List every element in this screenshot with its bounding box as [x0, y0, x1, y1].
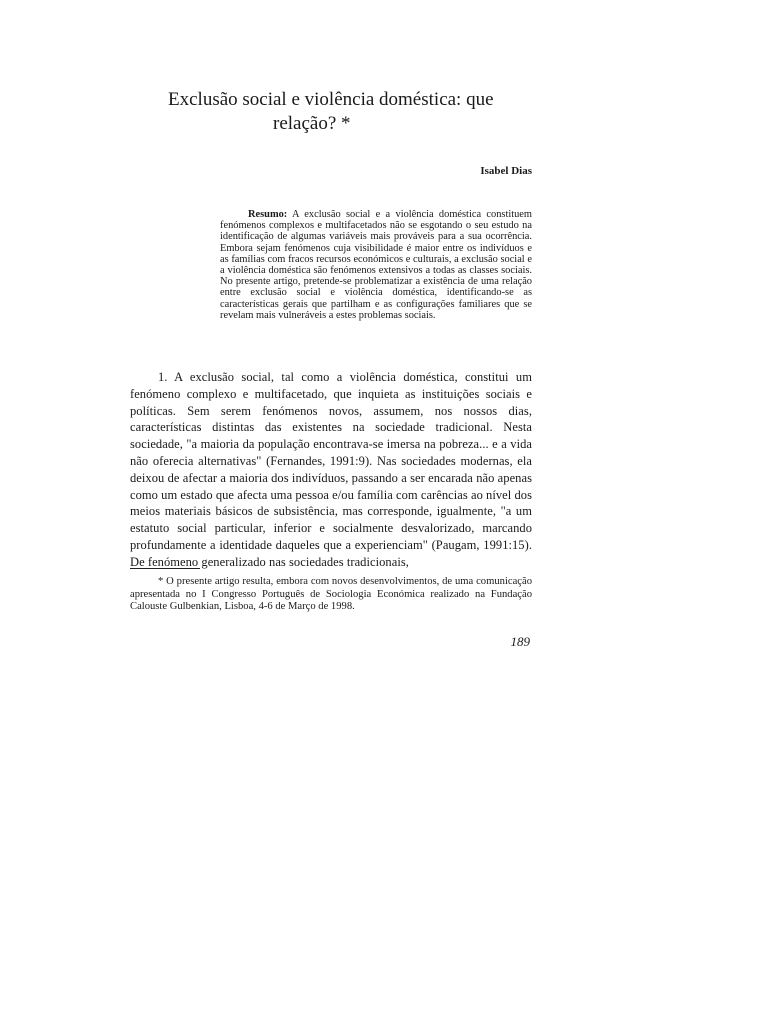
abstract — [220, 209, 532, 321]
footnote — [130, 576, 532, 614]
abstract-label: Resumo: — [248, 209, 288, 220]
article-title-line-1: Exclusão social e violência doméstica: que — [168, 89, 494, 110]
footnote-separator — [130, 568, 200, 569]
article-title-line-2: relação? * — [273, 113, 351, 134]
page-number: 189 — [510, 634, 530, 649]
body-text — [130, 369, 532, 571]
abstract-text: A exclusão social e a violência doméstica constituem fenómenos complexos e multifacetados não se esgotando o seu estudo na identificação de algumas variáveis mais prováveis para a sua ocorrência. Embora sejam fenómenos cuja visibilidade é maior entre os indivíduos e as famílias com fracos recursos económicos e culturais, a exclusão social e a violência doméstica são fenómenos extensivos a todas as classes sociais. No presente artigo, pretende-se problematizar a existência de uma relação entre exclusão social e violência doméstica, identificando-se as características gerais que partilham e as configurações familiares que se revelam mais vulneráveis a estes problemas sociais. — [220, 209, 532, 321]
article-title — [140, 88, 550, 136]
author-name: Isabel Dias — [480, 165, 532, 177]
body-paragraph-1: 1. A exclusão social, tal como a violência doméstica, constitui um fenómeno complexo e multifacetado, que inquieta as instituições sociais e políticas. Sem serem fenómenos novos, assumem, nos nossos dias, características distintas das existentes na sociedade tradicional. Nesta sociedade, "a maioria da população encontrava-se imersa na pobreza... e a vida não oferecia alternativas" (Fernandes, 1991:9). Nas sociedades modernas, ela deixou de afectar a maioria dos indivíduos, passando a ser encarada não apenas como um estado que afecta uma pessoa e/ou família com carências ao nível dos meios materiais básicos de subsistência, mas corresponde, igualmente, "a um estatuto social particular, inferior e socialmente desvalorizado, marcando profundamente a identidade daqueles que a experienciam" (Paugam, 1991:15). De fenómeno generalizado nas sociedades tradicionais, — [130, 370, 532, 569]
footnote-text: * O presente artigo resulta, embora com novos desenvolvimentos, de uma comunicação apresentada no I Congresso Português de Sociologia Económica realizado na Fundação Calouste Gulbenkian, Lisboa, 4-6 de Março de 1998. — [130, 576, 532, 613]
